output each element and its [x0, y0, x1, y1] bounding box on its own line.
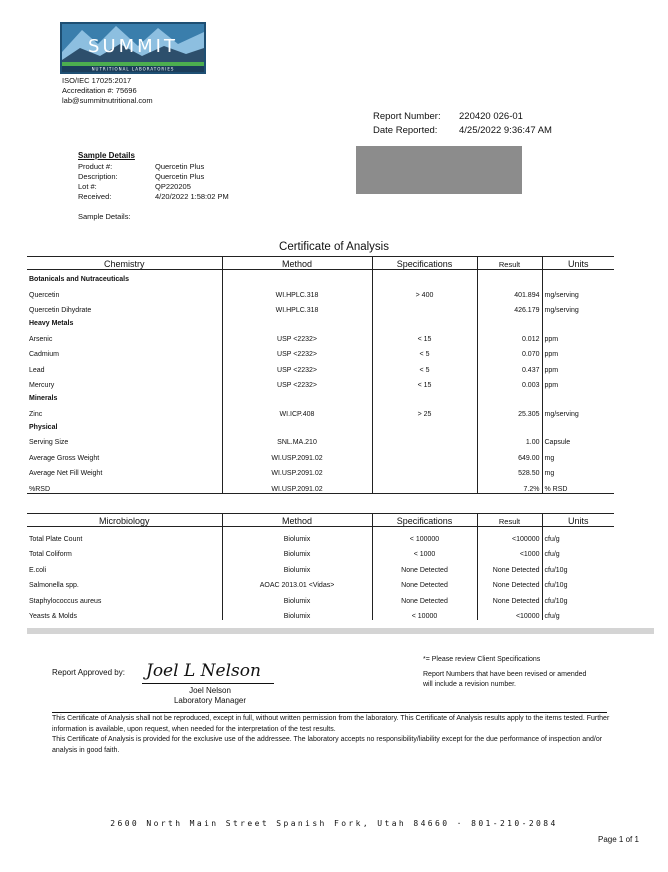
- chem-method: WI.HPLC.318: [222, 283, 372, 299]
- micro-row: [27, 558, 614, 574]
- chem-empty-cell: [477, 314, 542, 327]
- micro-spec: None Detected: [372, 574, 477, 590]
- chem-empty-cell: [542, 314, 614, 327]
- chem-analyte: Arsenic: [29, 335, 53, 343]
- chem-empty-cell: [542, 270, 614, 284]
- chem-units: ppm: [542, 327, 614, 343]
- chem-result: 25.305: [477, 402, 542, 418]
- logo-wordmark: SUMMIT: [88, 36, 178, 57]
- notes: [423, 655, 593, 690]
- chem-units: mg/serving: [542, 402, 614, 418]
- chem-analyte: Average Net Fill Weight: [29, 470, 103, 477]
- chem-row: [27, 462, 614, 478]
- chem-units: ppm: [542, 358, 614, 374]
- chem-empty-cell: [477, 418, 542, 431]
- chem-spec: [372, 462, 477, 478]
- chem-method: USP <2232>: [222, 327, 372, 343]
- approved-by-label: Report Approved by:: [52, 668, 125, 677]
- chem-result: 7.2%: [477, 477, 542, 493]
- chem-spec: [372, 477, 477, 493]
- logo-subtitle: NUTRITIONAL LABORATORIES: [91, 66, 175, 72]
- chem-row: [27, 299, 614, 315]
- sample-details: [78, 151, 229, 222]
- section-divider: [27, 628, 654, 634]
- chem-spec: < 15: [372, 327, 477, 343]
- lot-value: QP220205: [155, 182, 191, 191]
- chem-empty-cell: [222, 389, 372, 402]
- chem-result: 649.00: [477, 446, 542, 462]
- chem-method: WI.USP.2091.02: [222, 462, 372, 478]
- chem-empty-cell: [222, 270, 372, 284]
- chem-empty-cell: [222, 314, 372, 327]
- micro-result: None Detected: [477, 589, 542, 605]
- chem-group-label: Heavy Metals: [29, 320, 74, 327]
- micro-header-spec: Specifications: [372, 514, 477, 527]
- chemistry-table: [27, 256, 614, 494]
- chem-header-chemistry: Chemistry: [27, 257, 222, 270]
- micro-units: cfu/10g: [542, 589, 614, 605]
- chem-group-row: [27, 314, 614, 327]
- disclaimer-rule: [52, 712, 607, 713]
- chem-row: [27, 283, 614, 299]
- revision-note: Report Numbers that have been revised or amended will include a revision number.: [423, 671, 587, 688]
- chem-group-row: [27, 270, 614, 284]
- client-spec-note: *= Please review Client Specifications: [423, 656, 541, 663]
- chem-analyte: Serving Size: [29, 439, 69, 446]
- lab-email: lab@summitnutritional.com: [62, 96, 153, 105]
- chem-spec: < 5: [372, 358, 477, 374]
- chem-units: mg/serving: [542, 299, 614, 315]
- report-meta: [373, 110, 552, 138]
- chem-result: 0.003: [477, 374, 542, 390]
- chem-row: [27, 402, 614, 418]
- micro-result: None Detected: [477, 574, 542, 590]
- chem-header-units: Units: [542, 257, 614, 270]
- micro-units: cfu/10g: [542, 558, 614, 574]
- chem-spec: > 400: [372, 283, 477, 299]
- sample-details-note: Sample Details:: [78, 212, 131, 221]
- chem-header-result: Result: [477, 257, 542, 270]
- chem-group-row: [27, 418, 614, 431]
- chem-units: ppm: [542, 343, 614, 359]
- chem-units: ppm: [542, 374, 614, 390]
- chem-row: [27, 358, 614, 374]
- micro-row: [27, 605, 614, 621]
- chem-result: 0.070: [477, 343, 542, 359]
- chem-empty-cell: [542, 418, 614, 431]
- chem-result: 0.012: [477, 327, 542, 343]
- chem-empty-cell: [372, 314, 477, 327]
- chem-method: WI.HPLC.318: [222, 299, 372, 315]
- chem-analyte: Average Gross Weight: [29, 454, 100, 462]
- micro-analyte: E.coli: [29, 566, 47, 574]
- chem-analyte: Quercetin Dihydrate: [29, 307, 92, 314]
- chem-analyte: Lead: [29, 366, 45, 374]
- micro-method: Biolumix: [222, 527, 372, 543]
- chem-method: USP <2232>: [222, 374, 372, 390]
- redacted-address-block: [356, 146, 522, 194]
- chem-result: 0.437: [477, 358, 542, 374]
- chem-analyte: Quercetin: [29, 291, 60, 299]
- chem-result: 426.179: [477, 299, 542, 315]
- lab-contact: [62, 76, 153, 106]
- micro-spec: < 10000: [372, 605, 477, 621]
- micro-method: Biolumix: [222, 605, 372, 621]
- chem-method: SNL.MA.210: [222, 431, 372, 447]
- chem-method: USP <2232>: [222, 358, 372, 374]
- micro-units: cfu/g: [542, 543, 614, 559]
- chem-analyte: Zinc: [29, 410, 43, 418]
- micro-method: Biolumix: [222, 589, 372, 605]
- sample-details-title: Sample Details: [78, 151, 135, 160]
- micro-result: <10000: [477, 605, 542, 621]
- signature-line: [142, 683, 274, 684]
- product-value: Quercetin Plus: [155, 162, 205, 171]
- micro-analyte: Yeasts & Molds: [29, 613, 77, 620]
- accreditation: Accreditation #: 75696: [62, 86, 137, 95]
- micro-method: Biolumix: [222, 558, 372, 574]
- micro-row: [27, 543, 614, 559]
- chem-method: WI.USP.2091.02: [222, 477, 372, 493]
- chem-units: mg/serving: [542, 283, 614, 299]
- chem-row: [27, 343, 614, 359]
- chem-analyte: Mercury: [29, 382, 55, 389]
- chem-method: USP <2232>: [222, 343, 372, 359]
- coa-title: Certificate of Analysis: [279, 241, 389, 253]
- chem-analyte: %RSD: [29, 485, 51, 493]
- chem-row: [27, 327, 614, 343]
- micro-method: Biolumix: [222, 543, 372, 559]
- chem-header-method: Method: [222, 257, 372, 270]
- micro-header-units: Units: [542, 514, 614, 527]
- micro-analyte: Salmonella spp.: [29, 582, 79, 589]
- report-number-label: Report Number:: [373, 111, 441, 122]
- micro-header-method: Method: [222, 514, 372, 527]
- signature-script: Joel L Nelson: [146, 661, 261, 681]
- signer-title: Laboratory Manager: [173, 696, 247, 705]
- chem-spec: < 5: [372, 343, 477, 359]
- chem-empty-cell: [542, 389, 614, 402]
- micro-row: [27, 527, 614, 543]
- micro-header-result: Result: [477, 514, 542, 527]
- chem-row: [27, 374, 614, 390]
- received-label: Received:: [78, 192, 112, 201]
- date-reported-label: Date Reported:: [373, 125, 438, 136]
- description-value: Quercetin Plus: [155, 172, 205, 181]
- micro-units: cfu/g: [542, 527, 614, 543]
- micro-analyte: Total Plate Count: [29, 535, 83, 543]
- chem-header-spec: Specifications: [372, 257, 477, 270]
- micro-result: <100000: [477, 527, 542, 543]
- report-number: 220420 026-01: [459, 111, 523, 122]
- micro-row: [27, 574, 614, 590]
- chem-group-label: Physical: [29, 423, 58, 431]
- micro-units: cfu/g: [542, 605, 614, 621]
- date-reported: 4/25/2022 9:36:47 AM: [459, 125, 552, 136]
- micro-spec: < 1000: [372, 543, 477, 559]
- chem-empty-cell: [372, 270, 477, 284]
- chem-empty-cell: [222, 418, 372, 431]
- micro-units: cfu/10g: [542, 574, 614, 590]
- chem-spec: [372, 431, 477, 447]
- micro-analyte: Staphylococcus aureus: [29, 597, 102, 605]
- micro-analyte: Total Coliform: [29, 551, 72, 558]
- disclaimer: [52, 714, 612, 756]
- micro-spec: None Detected: [372, 558, 477, 574]
- disclaimer-usage: This Certificate of Analysis is provided for the exclusive use of the addressee. The laboratory accepts no responsibility/liability except for the due performance of inspection and/or analysis in good faith.: [52, 736, 603, 754]
- micro-result: None Detected: [477, 558, 542, 574]
- footer-address: 2600 North Main Street Spanish Fork, Utah 84660 · 801-210-2084: [110, 819, 558, 828]
- chem-result: 1.00: [477, 431, 542, 447]
- chem-spec: < 15: [372, 374, 477, 390]
- chem-result: 401.894: [477, 283, 542, 299]
- chem-empty-cell: [372, 418, 477, 431]
- micro-result: <1000: [477, 543, 542, 559]
- chem-row: [27, 431, 614, 447]
- chem-spec: [372, 299, 477, 315]
- summit-logo: [60, 22, 206, 74]
- micro-spec: < 100000: [372, 527, 477, 543]
- chem-row: [27, 477, 614, 493]
- iso-standard: ISO/IEC 17025:2017: [62, 76, 132, 85]
- chem-spec: [372, 446, 477, 462]
- chem-method: WI.USP.2091.02: [222, 446, 372, 462]
- chem-group-label: Botanicals and Nutraceuticals: [29, 276, 129, 283]
- product-label: Product #:: [78, 162, 113, 171]
- chem-group-label: Minerals: [29, 395, 58, 402]
- chem-empty-cell: [477, 270, 542, 284]
- chem-analyte: Cadmium: [29, 351, 59, 358]
- micro-spec: None Detected: [372, 589, 477, 605]
- chem-units: % RSD: [542, 477, 614, 493]
- signer-name: Joel Nelson: [189, 686, 231, 695]
- chem-row: [27, 446, 614, 462]
- chem-group-row: [27, 389, 614, 402]
- chem-empty-cell: [477, 389, 542, 402]
- chem-spec: > 25: [372, 402, 477, 418]
- signer: [150, 686, 270, 706]
- disclaimer-reproduction: This Certificate of Analysis shall not be reproduced, except in full, without written permission from the laboratory. This Certificate of Analysis results apply to the items tested. Further information is available, upon request, when needed for the interpretation of the test results.: [52, 715, 610, 733]
- chem-empty-cell: [372, 389, 477, 402]
- chem-units: Capsule: [542, 431, 614, 447]
- description-label: Description:: [78, 172, 118, 181]
- micro-row: [27, 589, 614, 605]
- chem-method: WI.ICP.408: [222, 402, 372, 418]
- micro-header-microbiology: Microbiology: [27, 514, 222, 527]
- lot-label: Lot #:: [78, 182, 97, 191]
- chem-result: 528.50: [477, 462, 542, 478]
- received-value: 4/20/2022 1:58:02 PM: [155, 192, 229, 201]
- chem-units: mg: [542, 462, 614, 478]
- page-number: Page 1 of 1: [598, 835, 639, 844]
- signature: [142, 652, 282, 686]
- microbiology-table: [27, 513, 614, 620]
- chem-units: mg: [542, 446, 614, 462]
- micro-method: AOAC 2013.01 <Vidas>: [222, 574, 372, 590]
